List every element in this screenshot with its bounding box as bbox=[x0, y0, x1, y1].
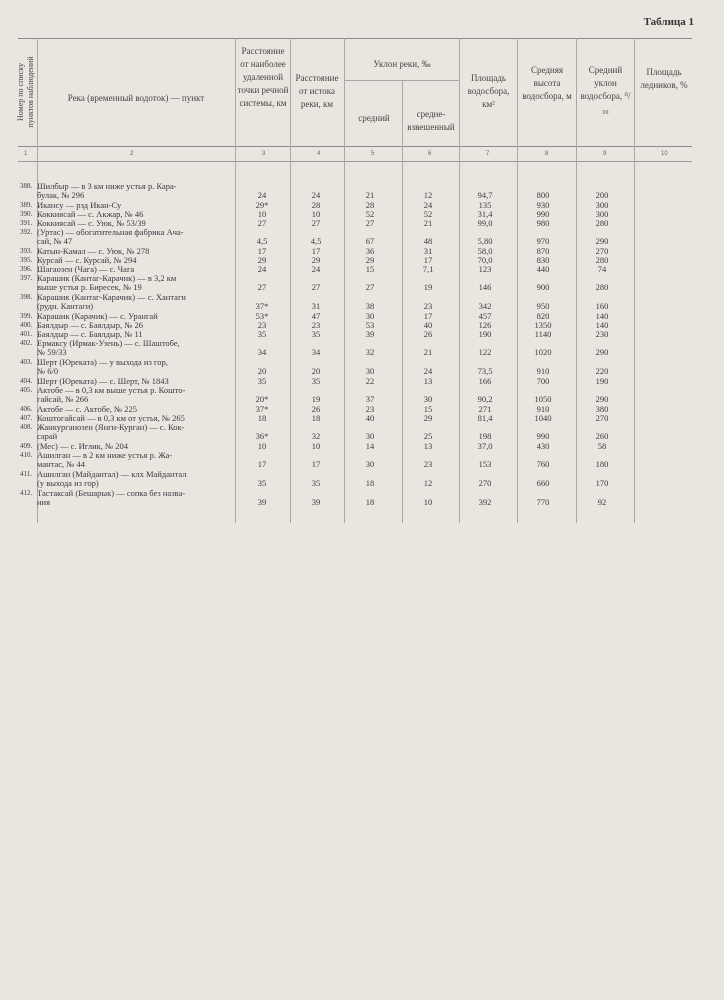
row-value: 280 bbox=[595, 282, 609, 292]
row-river-name: (Уртас) — обогатительная фабрика Ача- сай, № 47 bbox=[37, 227, 184, 246]
row-value: 38 bbox=[365, 301, 375, 311]
col-divider-2 bbox=[235, 38, 236, 523]
row-number: 391. bbox=[20, 219, 33, 227]
row-value: 990 bbox=[536, 209, 550, 219]
row-value: 1140 bbox=[534, 329, 552, 339]
row-river-name: Коштогайсай — в 0,3 км от устья, № 265 bbox=[37, 413, 185, 423]
row-value: 26 bbox=[423, 329, 433, 339]
row-value: 52 bbox=[365, 209, 375, 219]
row-value: 230 bbox=[595, 329, 609, 339]
row-value: 37* bbox=[255, 301, 269, 311]
column-number: 3 bbox=[262, 151, 266, 157]
row-value: 122 bbox=[478, 347, 492, 357]
row-river-name: Курсай — с. Курсай, № 294 bbox=[37, 255, 137, 265]
col-divider-9 bbox=[634, 38, 635, 523]
col-divider-5 bbox=[402, 80, 403, 523]
row-value: 40 bbox=[423, 320, 433, 330]
row-number: 401. bbox=[20, 330, 33, 338]
row-value: 290 bbox=[595, 394, 609, 404]
row-value: 280 bbox=[595, 218, 609, 228]
row-value: 30 bbox=[423, 394, 433, 404]
row-value: 39 bbox=[257, 497, 267, 507]
row-river-name: Актобе — с. Актобе, № 225 bbox=[37, 404, 137, 414]
row-number: 398. bbox=[20, 293, 33, 301]
row-value: 99,0 bbox=[477, 218, 493, 228]
row-river-name: Карашик (Карачик) — с. Урангай bbox=[37, 311, 158, 321]
row-value: 36 bbox=[365, 246, 375, 256]
row-value: 27 bbox=[311, 282, 321, 292]
column-number: 8 bbox=[545, 151, 549, 157]
table-label: Таблица 1 bbox=[643, 16, 694, 28]
row-value: 220 bbox=[595, 366, 609, 376]
header-bottom-rule bbox=[18, 146, 692, 147]
row-value: 30 bbox=[365, 366, 375, 376]
row-value: 24 bbox=[257, 264, 267, 274]
row-value: 23 bbox=[365, 404, 375, 414]
row-value: 20 bbox=[257, 366, 267, 376]
row-number: 403. bbox=[20, 358, 33, 366]
column-number: 9 bbox=[603, 151, 607, 157]
row-river-name: Шерт (Юреката) — с. Шерт, № 1843 bbox=[37, 376, 169, 386]
row-value: 10 bbox=[257, 209, 267, 219]
row-river-name: Шерт (Юреката) — у выхода из гор, № 6/0 bbox=[37, 357, 168, 376]
row-value: 270 bbox=[595, 246, 609, 256]
row-value: 67 bbox=[365, 236, 375, 246]
row-value: 20* bbox=[255, 394, 269, 404]
row-value: 190 bbox=[595, 376, 609, 386]
row-number: 396. bbox=[20, 265, 33, 273]
header-height: Средняя высота водосбора, м bbox=[522, 65, 572, 101]
row-value: 20 bbox=[311, 366, 321, 376]
row-value: 4,5 bbox=[256, 236, 268, 246]
row-value: 35 bbox=[257, 478, 267, 488]
row-value: 90,2 bbox=[477, 394, 493, 404]
row-value: 5,80 bbox=[477, 236, 493, 246]
row-value: 29 bbox=[365, 255, 375, 265]
header-slope: Уклон реки, ‰ bbox=[373, 59, 431, 69]
row-value: 200 bbox=[595, 190, 609, 200]
row-value: 820 bbox=[536, 311, 550, 321]
row-number: 408. bbox=[20, 423, 33, 431]
row-value: 36* bbox=[255, 431, 269, 441]
row-river-name: Коккиясай — с. Акжар, № 46 bbox=[37, 209, 144, 219]
row-value: 22 bbox=[365, 376, 375, 386]
row-river-name: Ермаксу (Ирмак-Узень) — с. Шаштобе, № 59/33 bbox=[37, 338, 180, 357]
row-river-name: Жанкурганозен (Янги-Курган) — с. Кок- сарай bbox=[37, 422, 185, 441]
row-value: 970 bbox=[536, 236, 550, 246]
row-value: 18 bbox=[365, 478, 375, 488]
row-value: 24 bbox=[423, 366, 433, 376]
row-number: 404. bbox=[20, 377, 33, 385]
row-value: 126 bbox=[478, 320, 492, 330]
row-value: 280 bbox=[595, 255, 609, 265]
row-value: 73,5 bbox=[477, 366, 493, 376]
col-divider-6 bbox=[459, 38, 460, 523]
row-value: 19 bbox=[311, 394, 321, 404]
row-value: 24 bbox=[423, 200, 433, 210]
row-value: 457 bbox=[478, 311, 492, 321]
row-value: 21 bbox=[423, 218, 433, 228]
row-river-name: Баялдыр — с. Баялдыр, № 11 bbox=[37, 329, 143, 339]
row-value: 160 bbox=[595, 301, 609, 311]
row-number: 389. bbox=[20, 201, 33, 209]
header-dist-far: Расстояние от наиболее удаленной точки речной системы, км bbox=[237, 46, 289, 108]
row-value: 17 bbox=[257, 246, 267, 256]
column-number: 6 bbox=[428, 151, 432, 157]
row-value: 830 bbox=[536, 255, 550, 265]
row-value: 135 bbox=[478, 200, 492, 210]
row-value: 1020 bbox=[534, 347, 552, 357]
row-value: 29 bbox=[257, 255, 267, 265]
row-value: 930 bbox=[536, 200, 550, 210]
row-value: 166 bbox=[478, 376, 492, 386]
header-number: Номер по списку пунктов наблюдений bbox=[16, 56, 35, 128]
row-value: 30 bbox=[365, 459, 375, 469]
row-value: 14 bbox=[365, 441, 375, 451]
row-value: 23 bbox=[257, 320, 267, 330]
row-value: 21 bbox=[423, 347, 433, 357]
row-number: 395. bbox=[20, 256, 33, 264]
row-value: 34 bbox=[311, 347, 321, 357]
row-value: 190 bbox=[478, 329, 492, 339]
row-value: 52 bbox=[423, 209, 433, 219]
row-number: 400. bbox=[20, 321, 33, 329]
row-value: 440 bbox=[536, 264, 550, 274]
row-number: 399. bbox=[20, 312, 33, 320]
row-river-name: Карашик (Кантаг-Карачик) — в 3,2 км выше устья р. Биресек, № 19 bbox=[37, 273, 177, 292]
row-value: 17 bbox=[257, 459, 267, 469]
row-value: 180 bbox=[595, 459, 609, 469]
colnum-bottom-rule bbox=[18, 161, 692, 162]
row-value: 760 bbox=[536, 459, 550, 469]
row-value: 35 bbox=[311, 376, 321, 386]
row-value: 24 bbox=[311, 264, 321, 274]
col-divider-7 bbox=[517, 38, 518, 523]
column-number: 1 bbox=[24, 151, 28, 157]
row-number: 405. bbox=[20, 386, 33, 394]
row-value: 300 bbox=[595, 209, 609, 219]
row-number: 392. bbox=[20, 228, 33, 236]
header-slope-avg: средний bbox=[358, 113, 390, 123]
row-value: 18 bbox=[365, 497, 375, 507]
row-number: 410. bbox=[20, 451, 33, 459]
column-number: 2 bbox=[130, 151, 134, 157]
row-value: 35 bbox=[257, 376, 267, 386]
column-number: 5 bbox=[371, 151, 375, 157]
row-value: 342 bbox=[478, 301, 492, 311]
row-value: 37* bbox=[255, 404, 269, 414]
row-value: 28 bbox=[365, 200, 375, 210]
column-number: 10 bbox=[661, 151, 668, 157]
row-value: 430 bbox=[536, 441, 550, 451]
row-value: 47 bbox=[311, 311, 321, 321]
row-value: 290 bbox=[595, 347, 609, 357]
row-value: 123 bbox=[478, 264, 492, 274]
row-value: 15 bbox=[365, 264, 375, 274]
row-value: 27 bbox=[257, 282, 267, 292]
row-value: 13 bbox=[423, 376, 433, 386]
row-value: 170 bbox=[595, 478, 609, 488]
row-number: 402. bbox=[20, 339, 33, 347]
row-value: 34 bbox=[257, 347, 267, 357]
header-slope-basin: Средний уклон водосбора, ⁰/₀₀ bbox=[580, 65, 631, 114]
row-value: 392 bbox=[478, 497, 492, 507]
row-value: 380 bbox=[595, 404, 609, 414]
row-value: 980 bbox=[536, 218, 550, 228]
row-value: 58 bbox=[597, 441, 607, 451]
row-value: 270 bbox=[478, 478, 492, 488]
row-value: 10 bbox=[423, 497, 433, 507]
row-river-name: Ашилган — в 2 км ниже устья р. Жа- мантас, № 44 bbox=[37, 450, 173, 469]
row-value: 35 bbox=[311, 478, 321, 488]
row-value: 15 bbox=[423, 404, 433, 414]
row-value: 23 bbox=[311, 320, 321, 330]
row-value: 40 bbox=[365, 413, 375, 423]
row-value: 39 bbox=[311, 497, 321, 507]
row-value: 870 bbox=[536, 246, 550, 256]
row-value: 27 bbox=[365, 218, 375, 228]
row-number: 390. bbox=[20, 210, 33, 218]
row-value: 800 bbox=[536, 190, 550, 200]
col-divider-3 bbox=[290, 38, 291, 523]
row-value: 1040 bbox=[534, 413, 552, 423]
row-value: 4,5 bbox=[310, 236, 322, 246]
header-river: Река (временный водоток) — пункт bbox=[67, 93, 205, 103]
row-value: 27 bbox=[257, 218, 267, 228]
row-value: 27 bbox=[311, 218, 321, 228]
row-value: 26 bbox=[311, 404, 321, 414]
row-value: 18 bbox=[311, 413, 321, 423]
row-value: 23 bbox=[423, 301, 433, 311]
column-number: 4 bbox=[317, 151, 321, 157]
row-river-name: Коккиясай — с. Уюк, № 53/39 bbox=[37, 218, 146, 228]
column-number: 7 bbox=[486, 151, 490, 157]
row-value: 25 bbox=[423, 431, 433, 441]
row-number: 412. bbox=[20, 489, 33, 497]
row-river-name: Шилбыр — в 3 км ниже устья р. Кара- булак, № 296 bbox=[37, 181, 177, 200]
row-value: 29 bbox=[423, 413, 433, 423]
row-number: 406. bbox=[20, 405, 33, 413]
row-value: 30 bbox=[365, 311, 375, 321]
row-value: 17 bbox=[423, 311, 433, 321]
row-value: 81,4 bbox=[477, 413, 493, 423]
row-value: 31 bbox=[311, 301, 321, 311]
row-river-name: Катын-Камал — с. Уюк, № 278 bbox=[37, 246, 150, 256]
row-value: 300 bbox=[595, 200, 609, 210]
row-value: 770 bbox=[536, 497, 550, 507]
row-value: 260 bbox=[595, 431, 609, 441]
header-dist-source: Расстояние от истока реки, км bbox=[295, 73, 339, 109]
row-value: 17 bbox=[423, 255, 433, 265]
row-value: 24 bbox=[257, 190, 267, 200]
row-value: 10 bbox=[311, 441, 321, 451]
row-value: 140 bbox=[595, 311, 609, 321]
row-number: 411. bbox=[20, 470, 32, 478]
row-value: 48 bbox=[423, 236, 433, 246]
row-value: 146 bbox=[478, 282, 492, 292]
row-value: 31,4 bbox=[477, 209, 493, 219]
row-number: 393. bbox=[20, 247, 33, 255]
row-river-name: Иканcу — рзд Икан-Су bbox=[37, 200, 122, 210]
row-value: 31 bbox=[423, 246, 433, 256]
col-divider-8 bbox=[576, 38, 577, 523]
row-value: 10 bbox=[257, 441, 267, 451]
row-value: 7,1 bbox=[422, 264, 434, 274]
row-value: 910 bbox=[536, 404, 550, 414]
row-value: 58,0 bbox=[477, 246, 493, 256]
row-number: 409. bbox=[20, 442, 33, 450]
row-value: 35 bbox=[311, 329, 321, 339]
row-value: 198 bbox=[478, 431, 492, 441]
row-value: 290 bbox=[595, 236, 609, 246]
row-river-name: Актобе — в 0,3 км выше устья р. Кошто- гайсай, № 266 bbox=[37, 385, 186, 404]
row-value: 18 bbox=[257, 413, 267, 423]
row-value: 900 bbox=[536, 282, 550, 292]
row-river-name: Баялдыр — с. Баялдыр, № 26 bbox=[37, 320, 143, 330]
row-value: 35 bbox=[257, 329, 267, 339]
row-value: 12 bbox=[423, 190, 433, 200]
row-value: 70,0 bbox=[477, 255, 493, 265]
col-divider-4 bbox=[344, 38, 345, 523]
row-value: 29* bbox=[255, 200, 269, 210]
row-value: 990 bbox=[536, 431, 550, 441]
row-river-name: (Мес) — с. Иглик, № 204 bbox=[37, 441, 128, 451]
row-river-name: Тастаксай (Бешарык) — сопка без назва- ния bbox=[37, 488, 186, 507]
row-value: 1350 bbox=[534, 320, 552, 330]
header-glaciers: Площадь ледников, % bbox=[640, 67, 688, 90]
row-value: 1050 bbox=[534, 394, 552, 404]
row-number: 388. bbox=[20, 182, 33, 190]
row-value: 10 bbox=[311, 209, 321, 219]
row-river-name: Шагаозен (Чага) — с. Чага bbox=[37, 264, 135, 274]
row-value: 37 bbox=[365, 394, 375, 404]
row-value: 23 bbox=[423, 459, 433, 469]
row-value: 12 bbox=[423, 478, 433, 488]
row-value: 24 bbox=[311, 190, 321, 200]
row-value: 27 bbox=[365, 282, 375, 292]
row-value: 271 bbox=[478, 404, 492, 414]
row-value: 17 bbox=[311, 246, 321, 256]
row-river-name: Карашик (Кантаг-Карачик) — с. Хантаги (рудн. Кантаги) bbox=[37, 292, 186, 311]
table-top-rule bbox=[18, 38, 692, 39]
header-area: Площадь водосбора, км² bbox=[467, 73, 510, 109]
row-value: 17 bbox=[311, 459, 321, 469]
row-value: 950 bbox=[536, 301, 550, 311]
row-value: 94,7 bbox=[477, 190, 493, 200]
row-value: 21 bbox=[365, 190, 375, 200]
row-value: 53 bbox=[365, 320, 375, 330]
row-value: 74 bbox=[597, 264, 607, 274]
row-value: 660 bbox=[536, 478, 550, 488]
row-value: 140 bbox=[595, 320, 609, 330]
row-value: 30 bbox=[365, 431, 375, 441]
row-value: 32 bbox=[311, 431, 321, 441]
row-value: 92 bbox=[597, 497, 607, 507]
row-value: 37,0 bbox=[477, 441, 493, 451]
row-value: 910 bbox=[536, 366, 550, 376]
row-value: 53* bbox=[255, 311, 269, 321]
row-river-name: Ашилган (Майдантал) — клх Майдантал (у выхода из гор) bbox=[37, 469, 187, 488]
row-value: 29 bbox=[311, 255, 321, 265]
row-number: 397. bbox=[20, 274, 33, 282]
row-value: 32 bbox=[365, 347, 375, 357]
row-value: 153 bbox=[478, 459, 492, 469]
row-value: 39 bbox=[365, 329, 375, 339]
row-number: 407. bbox=[20, 414, 33, 422]
row-value: 270 bbox=[595, 413, 609, 423]
row-value: 13 bbox=[423, 441, 433, 451]
row-value: 700 bbox=[536, 376, 550, 386]
header-slope-weighted: средне-взвешенный bbox=[407, 109, 455, 132]
row-value: 28 bbox=[311, 200, 321, 210]
row-value: 19 bbox=[423, 282, 433, 292]
